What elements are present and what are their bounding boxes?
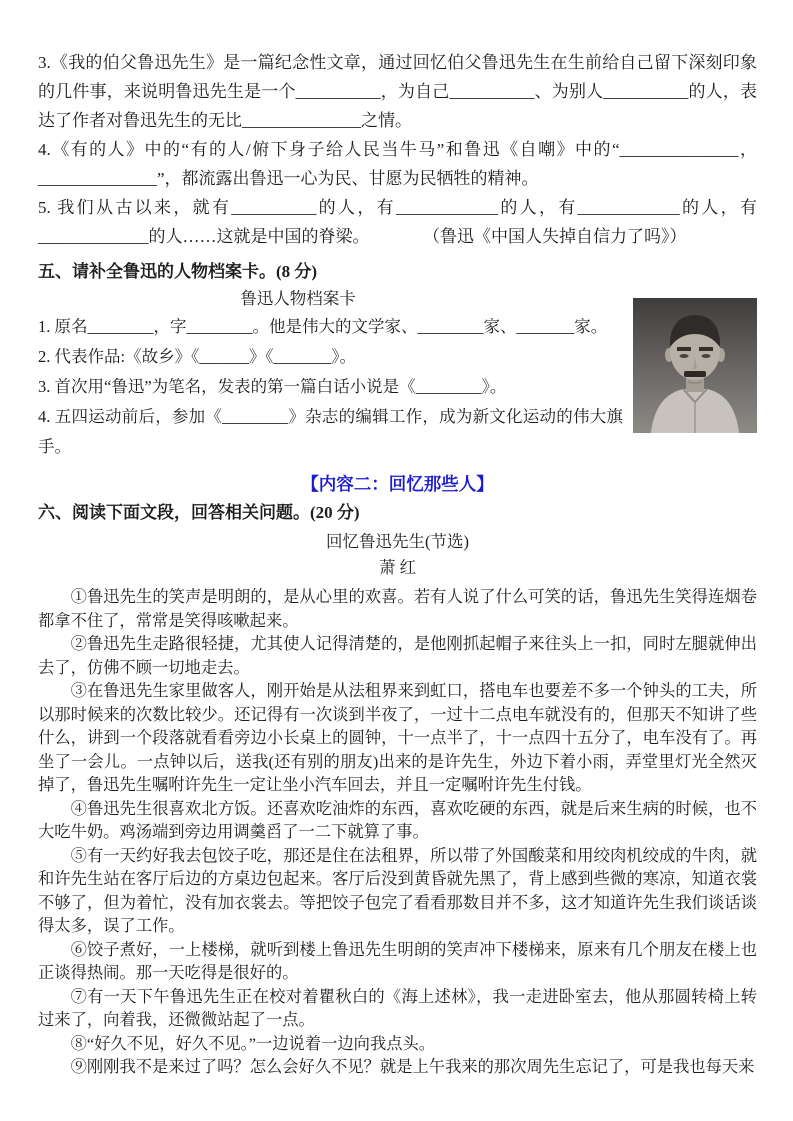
content-two-banner: 【内容二：回忆那些人】 xyxy=(301,474,494,494)
reading-passage xyxy=(38,585,757,1079)
profile-card-content xyxy=(38,286,623,462)
question-5-text: 5. 我们从古以来，就有__________的人，有____________的人，有____________的人，有_____________的人……这就是中国的脊梁。 xyxy=(38,198,757,246)
paragraph-9: ⑨刚刚我不是来过了吗？怎么会好久不见？就是上午我来的那次周先生忘记了，可是我也每天来 xyxy=(70,1057,755,1076)
paragraph-8: ⑧“好久不见，好久不见。”一边说着一边向我点头。 xyxy=(70,1033,436,1053)
question-4: 4.《有的人》中的“有的人/俯下身子给人民当牛马”和鲁迅《自嘲》中的“______________，______________”，都流露出鲁迅一心为民、甘愿为民牺牲的精神。 xyxy=(38,140,757,188)
paragraph-2: ②鲁迅先生走路很轻捷，尤其使人记得清楚的，是他刚抓起帽子来往头上一扣，同时左腿就伸出去了，仿佛不顾一切地走去。 xyxy=(38,634,757,677)
reading-title: 回忆鲁迅先生(节选) xyxy=(326,532,469,551)
card-item-3: 3. 首次用“鲁迅”为笔名，发表的第一篇白话小说是《________》。 xyxy=(38,377,507,396)
paragraph-6: ⑥饺子煮好，一上楼梯，就听到楼上鲁迅先生明朗的笑声冲下楼梯来，原来有几个朋友在楼上也正谈得热闹。那一天吃得是很好的。 xyxy=(38,939,757,982)
profile-card-title: 鲁迅人物档案卡 xyxy=(240,289,356,308)
section-five-heading: 五、请补全鲁迅的人物档案卡。(8 分) xyxy=(38,262,318,281)
section-five-profile-card xyxy=(38,257,757,462)
card-item-4: 4. 五四运动前后，参加《________》杂志的编辑工作，成为新文化运动的伟大旗手。 xyxy=(38,407,623,456)
luxun-portrait-illustration xyxy=(633,298,757,433)
paragraph-4: ④鲁迅先生很喜欢北方饭。还喜欢吃油炸的东西，喜欢吃硬的东西，就是后来生病的时候，也不大吃牛奶。鸡汤端到旁边用调羹舀了一二下就算了事。 xyxy=(38,798,757,841)
fill-in-questions-section xyxy=(38,48,757,251)
profile-card-row xyxy=(38,286,757,462)
question-3: 3.《我的伯父鲁迅先生》是一篇纪念性文章，通过回忆伯父鲁迅先生在生前给自己留下深刻印象的几件事，来说明鲁迅先生是一个__________，为自己__________、为别人__________的人，表达了作者对鲁迅先生的无比______________之情。 xyxy=(38,53,757,130)
section-six-reading xyxy=(38,498,757,1079)
card-item-2: 2. 代表作品:《故乡》《______》《_______》。 xyxy=(38,347,357,366)
question-5-citation: （鲁迅《中国人失掉自信力了吗》） xyxy=(431,227,687,246)
paragraph-5: ⑤有一天约好我去包饺子吃，那还是住在法租界，所以带了外国酸菜和用绞肉机绞成的牛肉，就和许先生站在客厅后边的方桌边包起来。客厅后没到黄昏就先黑了，背上感到些微的寒凉，知道衣裳不够了，但为着忙，没有加衣裳去。等把饺子包完了看看那数目并不多，这才知道许先生我们谈话谈得太多，误了工作。 xyxy=(38,845,757,935)
question-5 xyxy=(38,193,757,251)
section-six-heading: 六、阅读下面文段，回答相关问题。(20 分) xyxy=(38,503,360,522)
paragraph-3: ③在鲁迅先生家里做客人，刚开始是从法租界来到虹口，搭电车也要差不多一个钟头的工夫，所以那时候来的次数比较少。还记得有一次谈到半夜了，一过十二点电车就没有的，但那天不知讲了些什么，讲到一个段落就看看旁边小长桌上的圆钟，十一点半了，十一点四十五分了，电车没有了。再坐了一会儿。一点钟以后，送我(还有别的朋友)出来的是许先生，外边下着小雨，弄堂里灯光全然灭掉了，鲁迅先生嘱咐许先生一定让坐小汽车回去，并且一定嘱咐许先生付钱。 xyxy=(38,681,757,794)
reading-author: 萧 红 xyxy=(378,558,417,577)
card-item-1: 1. 原名________，字________。他是伟大的文学家、________家、_______家。 xyxy=(38,317,608,336)
paragraph-1: ①鲁迅先生的笑声是明朗的，是从心里的欢喜。若有人说了什么可笑的话，鲁迅先生笑得连烟卷都拿不住了，常常是笑得咳嗽起来。 xyxy=(38,587,757,630)
luxun-portrait-photo xyxy=(633,298,757,433)
paragraph-7: ⑦有一天下午鲁迅先生正在校对着瞿秋白的《海上述林》，我一走进卧室去，他从那圆转椅上转过来了，向着我，还微微站起了一点。 xyxy=(38,986,757,1029)
